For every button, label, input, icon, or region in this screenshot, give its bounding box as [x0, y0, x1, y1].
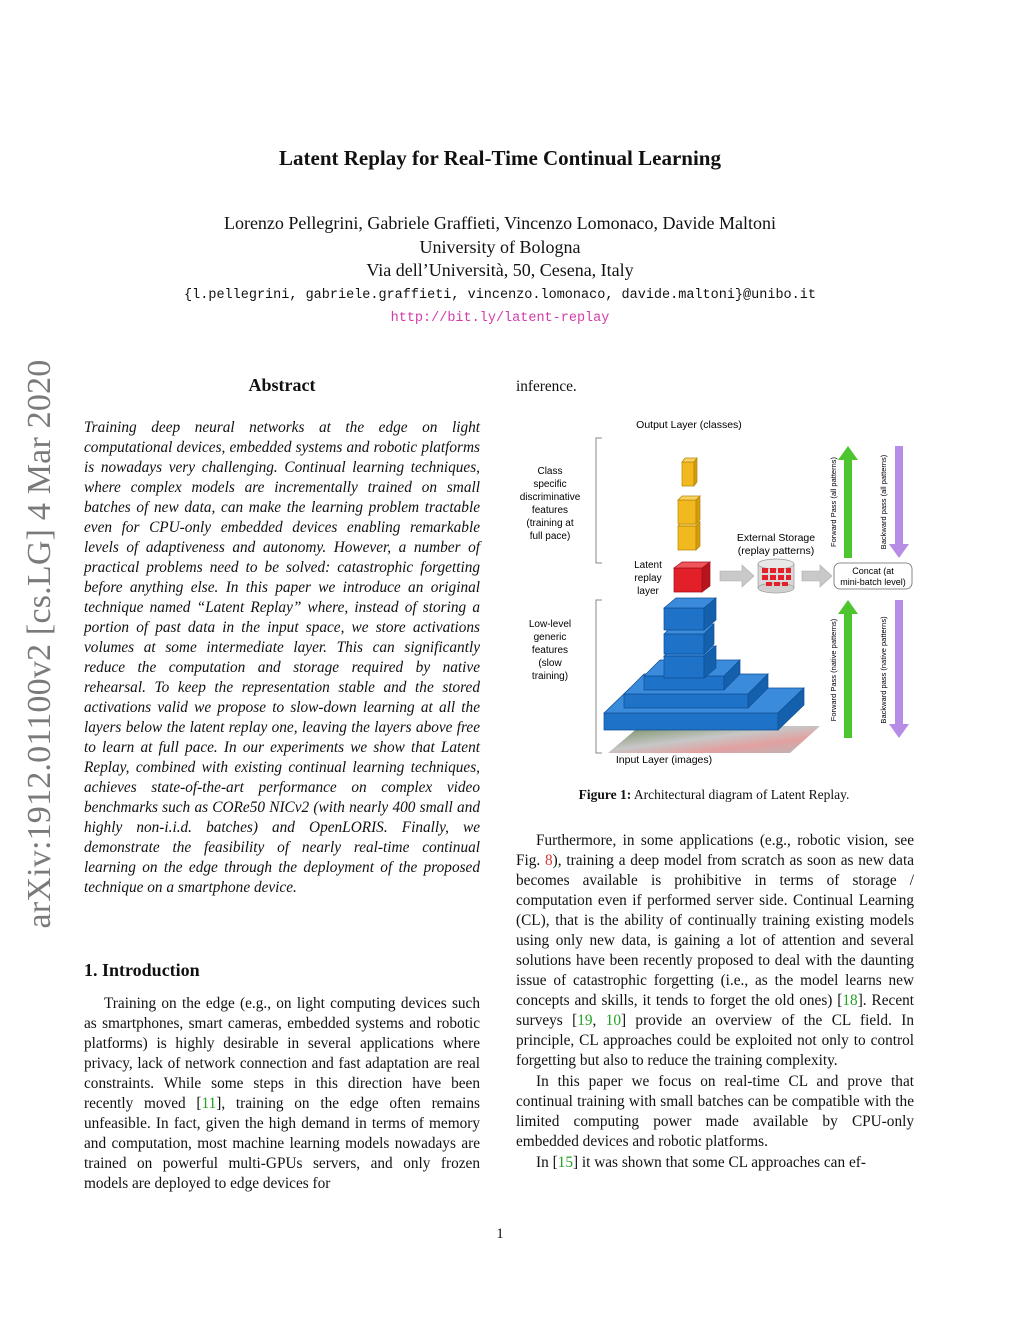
page-number: 1 [496, 1226, 504, 1242]
latent-label-line-1: Latent [634, 560, 662, 571]
input-layer-label: Input Layer (images) [615, 754, 713, 766]
backward-pass-native-arrow [889, 600, 909, 738]
caption-label: Figure 1: [578, 787, 632, 802]
forward-pass-all-label: Forward Pass (all patterns) [829, 456, 838, 548]
low-level-line-1: Low-level [528, 619, 572, 630]
right-col-top-text: inference. [516, 378, 577, 395]
project-link[interactable]: http://bit.ly/latent-replay [390, 311, 610, 326]
low-level-line-4: (slow [538, 658, 562, 669]
class-specific-line-2: specific [533, 479, 567, 490]
affiliation: University of Bologna [419, 237, 581, 257]
intro-p1-text-a: Training on the edge (e.g., on light computing devices such as smartphones, smart cameras, embedded systems and robotic platforms) is highly desirable in several applications where privacy, lack of network connection and fast adaptation are real constraints. While some steps in this direction have been recently moved [ [84, 995, 480, 1112]
intro-heading: 1. Introduction [84, 960, 200, 980]
citation-link[interactable]: 10 [605, 1012, 621, 1029]
class-specific-line-1: Class [537, 466, 563, 477]
caption-text: Architectural diagram of Latent Replay. [633, 787, 850, 802]
class-specific-line-3: discriminative [519, 492, 581, 503]
low-level-layers [604, 598, 804, 730]
p2-text-a: Furthermore, in some applications (e.g., robotic vision, see Fig. [516, 832, 914, 869]
p2-text-b: ), training a deep model from scratch as soon as new data becomes available is prohibitive in terms of storage / computation even if performed server side. Continual Learning (CL), that is the ability of continually training existing models using only new data, is gaining a lot of attention and several solutions have been recently proposed to deal with the daunting issue of catastrophic forgetting (i.e., as the model learns new concepts and skills, it tends to forget the old ones) [ [516, 852, 914, 1009]
output-layer-label: Output Layer (classes) [636, 419, 742, 431]
arxiv-side-label [14, 358, 66, 930]
citation-link[interactable]: 19 [577, 1012, 593, 1029]
figure-latent-replay-diagram [512, 408, 922, 773]
citation-link[interactable]: 11 [201, 1095, 217, 1112]
class-specific-line-6: full pace) [529, 531, 571, 542]
forward-pass-all-arrow [838, 446, 858, 558]
p4-text-a: In [ [536, 1154, 558, 1171]
arrow-to-concat [802, 565, 832, 587]
p4-text-b: ] it was shown that some CL approaches can ef- [572, 1154, 866, 1171]
class-specific-line-5: (training at [526, 518, 574, 529]
figure-ref-link[interactable]: 8 [545, 852, 553, 869]
paragraph-furthermore [516, 831, 914, 1071]
p2-sep: , [592, 1012, 606, 1029]
citation-link[interactable]: 18 [842, 992, 858, 1009]
backward-pass-all-arrow [889, 446, 909, 558]
concat-line-1: Concat (at [852, 566, 894, 576]
emails: {l.pellegrini, gabriele.graffieti, vincenzo.lomonaco, davide.maltoni}@unibo.it [184, 288, 816, 303]
paper-title: Latent Replay for Real-Time Continual Learning [279, 146, 721, 170]
right-col-body [516, 831, 914, 1173]
bracket-low-level [596, 600, 602, 753]
forward-pass-native-arrow [838, 600, 858, 738]
storage-label-line-1: External Storage [736, 532, 816, 544]
forward-pass-native-label: Forward Pass (native patterns) [829, 618, 838, 722]
low-level-line-2: generic [533, 632, 567, 643]
latent-label-line-2: replay [634, 573, 662, 584]
intro-body [84, 994, 480, 1194]
latent-label-line-3: layer [637, 586, 659, 597]
class-specific-layers [678, 458, 700, 550]
low-level-line-5: training) [531, 671, 569, 682]
intro-paragraph-1 [84, 994, 480, 1194]
storage-cylinder-icon [758, 559, 794, 593]
arrow-to-storage [720, 565, 754, 587]
abstract-heading: Abstract [248, 375, 316, 395]
abstract-text: Training deep neural networks at the edge on light computational devices, embedded systems and robotic platforms is nowadays very challenging. Continual learning techniques, where complex models are incrementally trained on small batches of new data, can make the learning problem tractable even for CPU-only embedded devices enabling remarkable levels of adaptiveness and autonomy. However, a number of practical problems need to be solved: catastrophic forgetting before anything else. In this paper we introduce an original technique named “Latent Replay” where, instead of storing a portion of past data in the input space, we store activations volumes at some intermediate layer. This can significantly reduce the computation and storage required by native rehearsal. To keep the representation stable and the stored activations valid we propose to slow-down learning at all the layers below the latent replay one, leaving the layers above free to learn at full pace. In our experiments we show that Latent Replay, combined with existing continual learning techniques, achieves state-of-the-art performance on complex video benchmarks such as CORe50 NICv2 (with nearly 400 small and highly non-i.i.d. batches) and OpenLORIS. Finally, we demonstrate the feasibility of nearly real-time continual learning on the edge through the deployment of the proposed technique on a smartphone device. [84, 419, 480, 896]
p2-text-c: ]. Recent surveys [ [516, 992, 915, 1029]
authors: Lorenzo Pellegrini, Gabriele Graffieti, Vincenzo Lomonaco, Davide Maltoni [223, 213, 777, 233]
concat-line-2: mini-batch level) [840, 577, 906, 587]
paragraph-this-paper: In this paper we focus on real-time CL and prove that continual training with small batches can be compatible with the limited computing power made available by CPU-only embedded devices and robotic platforms. [516, 1073, 914, 1150]
class-specific-line-4: features [531, 505, 569, 516]
address: Via dell’Università, 50, Cesena, Italy [366, 260, 634, 280]
p2-text-d: ] provide an overview of the CL field. In principle, CL approaches could be exploited not only to control forgetting but also to reduce the training complexity. [516, 1012, 914, 1069]
backward-pass-all-label: Backward pass (all patterns) [879, 454, 888, 550]
citation-link[interactable]: 15 [557, 1154, 573, 1171]
figure-caption [516, 787, 912, 803]
paragraph-in-15 [516, 1153, 914, 1173]
backward-pass-native-label: Backward pass (native patterns) [879, 616, 888, 724]
storage-label-line-2: (replay patterns) [737, 545, 815, 557]
abstract-body [84, 418, 480, 898]
low-level-line-3: features [531, 645, 569, 656]
arxiv-side-label-text: arXiv:1912.01100v2 [cs.LG] 4 Mar 2020 [21, 359, 58, 929]
intro-p1-text-b: ], training on the edge often remains unfeasible. In fact, given the high demand in terms of memory and computation, most machine learning models nowadays are trained on powerful multi-GPUs servers, and only frozen models are deployed to edge devices for [84, 1095, 481, 1192]
bracket-class-specific [596, 438, 602, 563]
latent-replay-layer-cube [674, 562, 710, 592]
